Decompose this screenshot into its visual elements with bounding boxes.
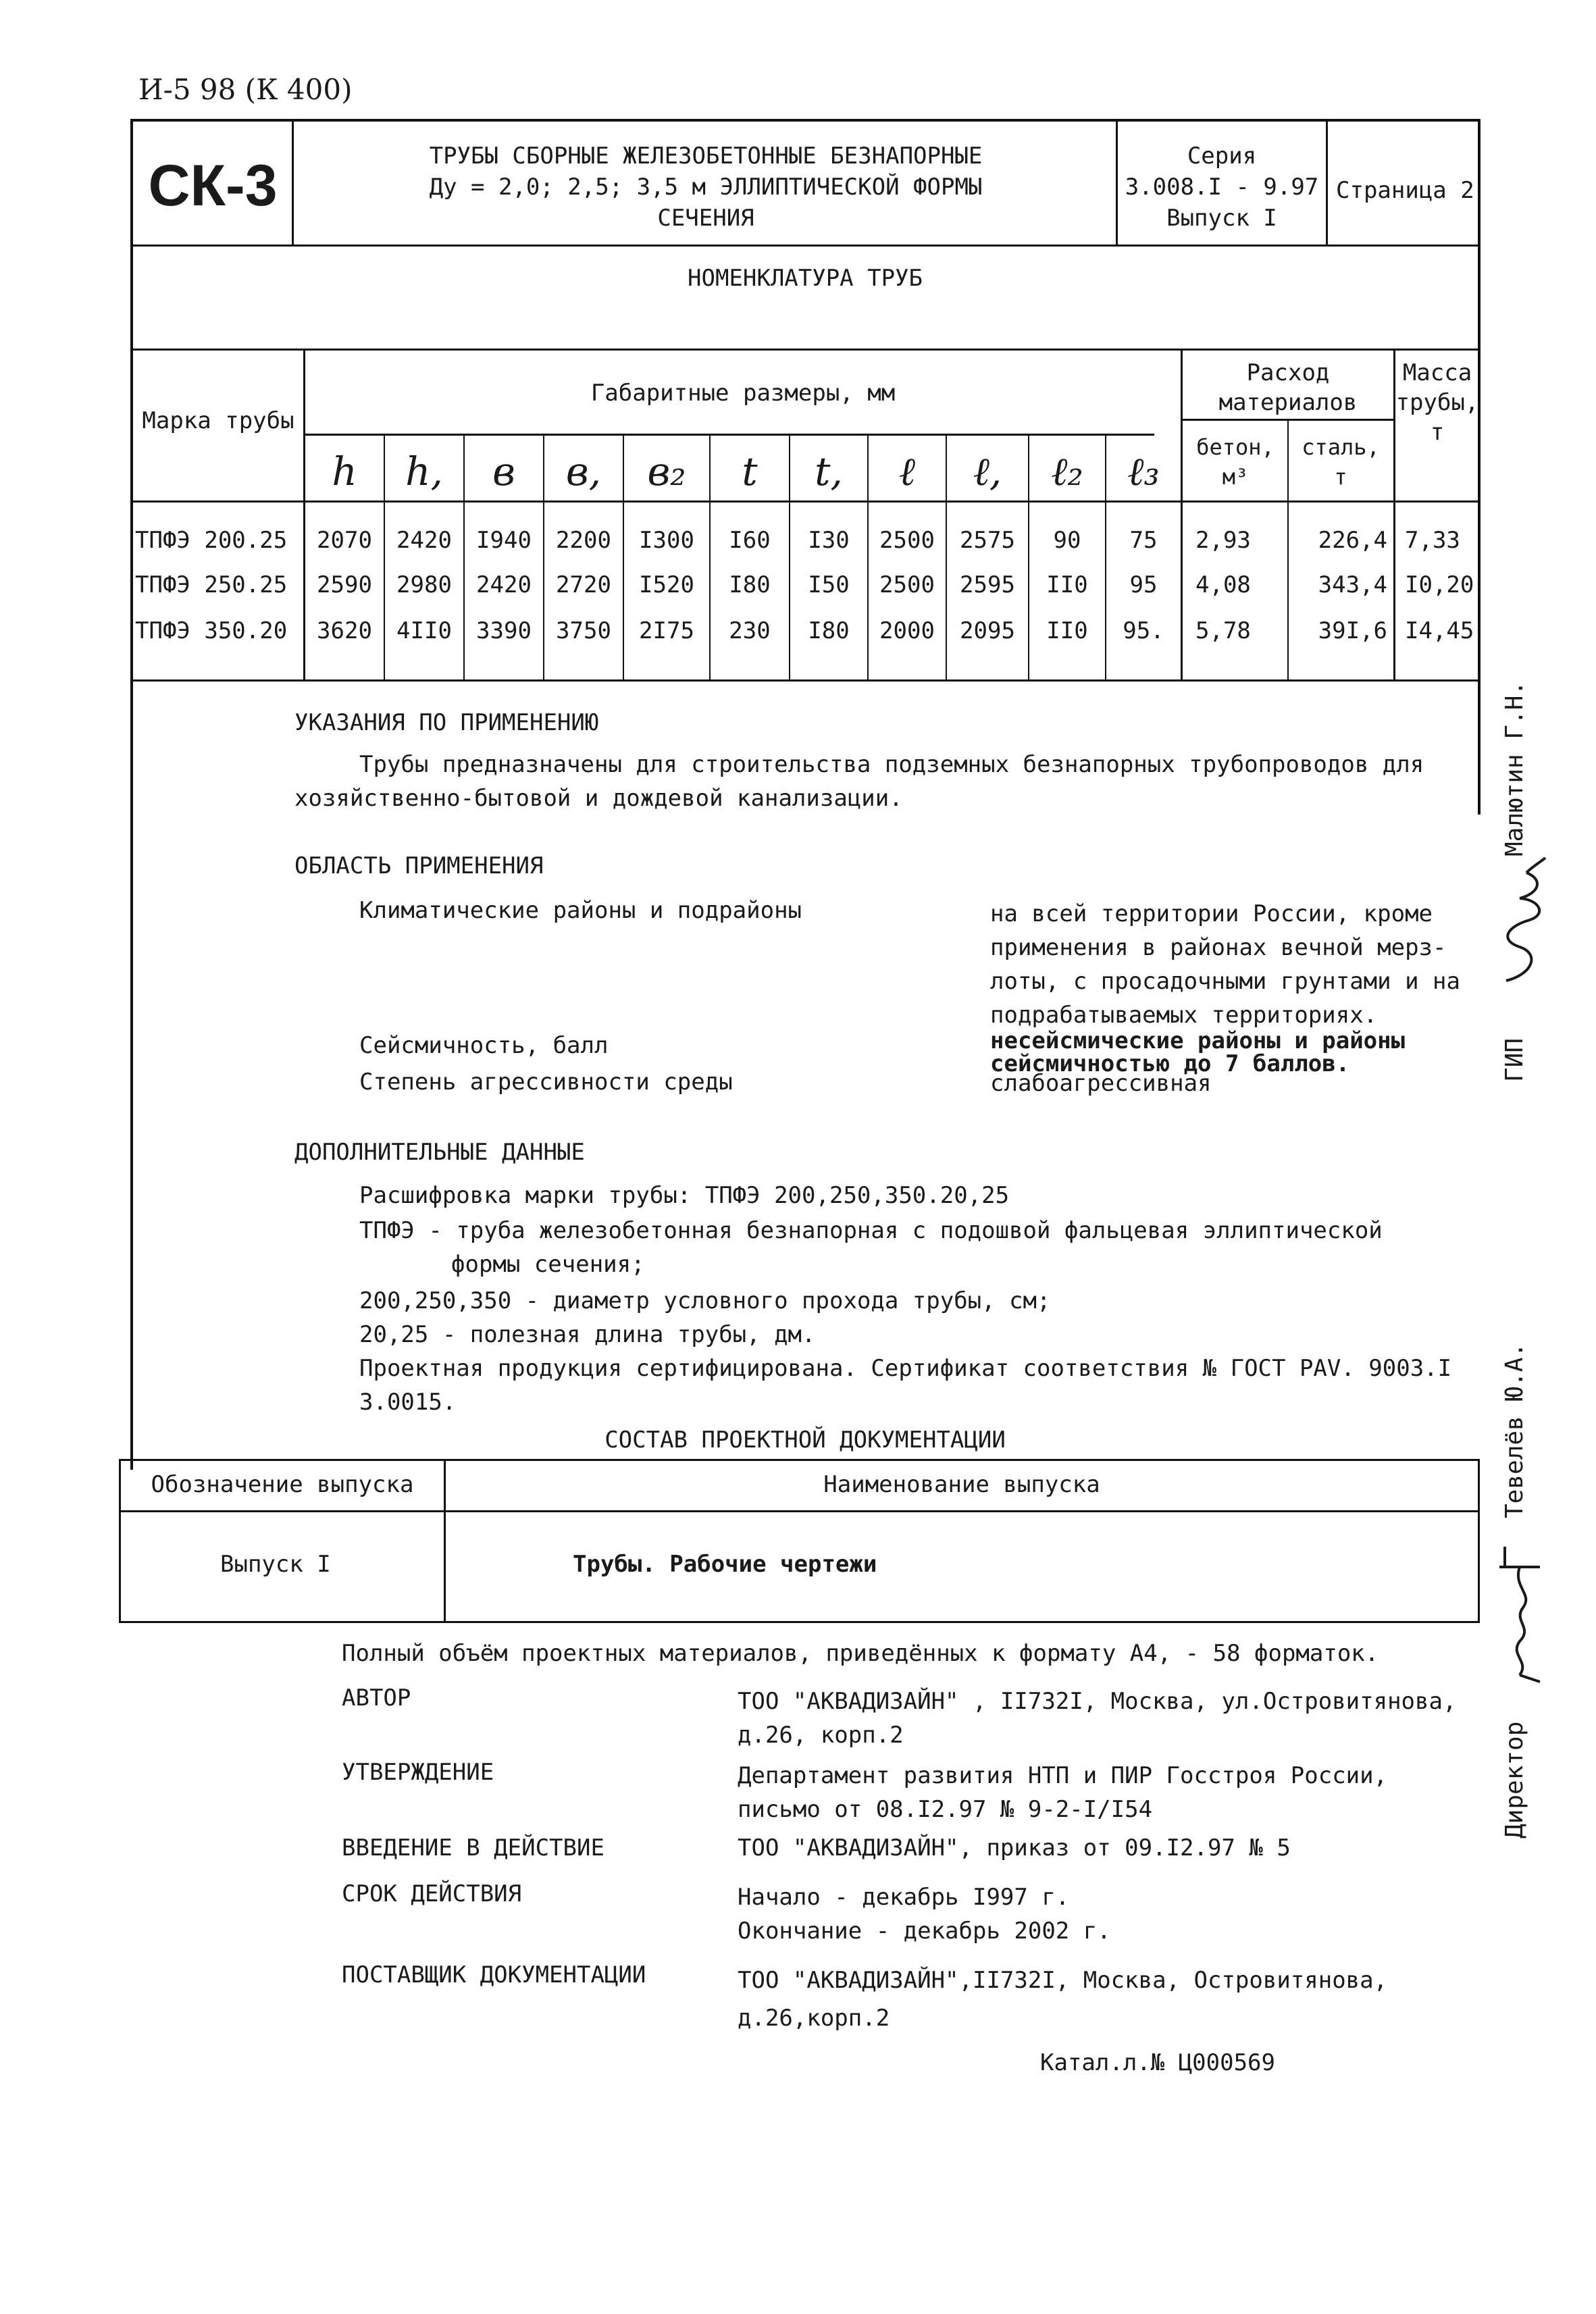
row-mark: ТПФЭ 250.25: [135, 571, 288, 598]
cell-l: 2500: [879, 527, 935, 554]
cell-l: 2500: [879, 571, 935, 598]
additional-line: 20,25 - полезная длина трубы, дм.: [359, 1321, 816, 1348]
supplier-label: ПОСТАВЩИК ДОКУМЕНТАЦИИ: [342, 1961, 646, 1988]
cell-steel: 343,4: [1318, 571, 1387, 598]
additional-heading: ДОПОЛНИТЕЛЬНЫЕ ДАННЫЕ: [294, 1139, 585, 1166]
cell-b1: 3750: [556, 617, 611, 644]
cell-t: I80: [729, 571, 771, 598]
cell-h: 2070: [317, 527, 372, 554]
dim-symbol-h1: h,: [405, 448, 443, 494]
volume-text: Полный объём проектных материалов, приведённых к формату А4, - 58 форматок.: [342, 1640, 1379, 1667]
row-mark: ТПФЭ 200.25: [135, 527, 288, 554]
term-label: СРОК ДЕЙСТВИЯ: [342, 1880, 522, 1907]
additional-line: Расшифровка марки трубы: ТПФЭ 200,250,350.20,25: [359, 1182, 1010, 1209]
aggressiveness-label: Степень агрессивности среды: [359, 1069, 733, 1096]
row-mark: ТПФЭ 350.20: [135, 617, 288, 644]
approval-label: УТВЕРЖДЕНИЕ: [342, 1759, 494, 1786]
cell-l3: 75: [1129, 527, 1158, 554]
cell-steel: 39I,6: [1318, 617, 1387, 644]
additional-line: 200,250,350 - диаметр условного прохода трубы, см;: [359, 1287, 1051, 1314]
seismic-label: Сейсмичность, балл: [359, 1032, 609, 1059]
cell-b: 2420: [476, 571, 532, 598]
dim-symbol-l1: ℓ,: [973, 448, 1002, 494]
catalog-number: Катал.л.№ Ц000569: [1040, 2049, 1275, 2076]
composition-heading: СОСТАВ ПРОЕКТНОЙ ДОКУМЕНТАЦИИ: [604, 1426, 1006, 1454]
dim-symbol-t1: t,: [815, 448, 843, 494]
usage-text-2: хозяйственно-бытовой и дождевой канализации.: [294, 785, 903, 812]
scope-heading: ОБЛАСТЬ ПРИМЕНЕНИЯ: [294, 852, 544, 879]
col-header-mass: Масса трубы, т: [1395, 359, 1479, 446]
cell-b2: I520: [639, 571, 694, 598]
cell-l3: 95.: [1123, 617, 1164, 644]
col-header-concrete: бетон, м³: [1196, 434, 1275, 490]
title-line-3: СЕЧЕНИЯ: [657, 205, 754, 232]
additional-line: 3.0015.: [359, 1389, 457, 1416]
cell-t1: I50: [808, 571, 850, 598]
climate-label: Климатические районы и подрайоны: [359, 897, 802, 924]
cell-l1: 2595: [960, 571, 1015, 598]
cell-b: 3390: [476, 617, 532, 644]
usage-text-1: Трубы предназначены для строительства подземных безнапорных трубопроводов для: [359, 751, 1424, 778]
cell-h1: 2420: [396, 527, 452, 554]
col-header-designation: Обозначение выпуска: [151, 1471, 414, 1498]
intro-label: ВВЕДЕНИЕ В ДЕЙСТВИЕ: [342, 1834, 604, 1861]
dim-symbol-b1: в,: [565, 448, 602, 494]
cell-l1: 2575: [960, 527, 1015, 554]
cell-t1: I30: [808, 527, 850, 554]
signature-2: [1493, 1540, 1553, 1689]
cell-h: 3620: [317, 617, 372, 644]
author-value: [738, 1685, 1456, 1752]
cell-t1: I80: [808, 617, 850, 644]
cell-steel: 226,4: [1318, 527, 1387, 554]
series-info: [1118, 140, 1325, 234]
cell-h: 2590: [317, 571, 372, 598]
cell-mass: I4,45: [1405, 617, 1474, 644]
cell-t: I60: [729, 527, 771, 554]
approval-value-line: письмо от 08.I2.97 № 9-2-I/I54: [738, 1796, 1153, 1823]
aggressiveness-value: слабоагрессивная: [990, 1070, 1212, 1097]
dim-symbol-t: t: [742, 448, 758, 494]
author-value-line: д.26, корп.2: [738, 1722, 904, 1749]
issue-label: Выпуск I: [1166, 205, 1277, 232]
intro-value: ТОО "АКВАДИЗАЙН", приказ от 09.I2.97 № 5: [738, 1834, 1291, 1861]
seismic-value: [990, 1029, 1405, 1075]
term-value-line: Окончание - декабрь 2002 г.: [738, 1918, 1111, 1945]
supplier-value: [738, 1961, 1387, 2037]
cell-l2: II0: [1046, 617, 1088, 644]
issue-name: Трубы. Рабочие чертежи: [573, 1551, 877, 1578]
dim-symbol-b: в: [492, 448, 515, 494]
stamp-name-1: Малютин Г.Н.: [1501, 680, 1528, 856]
approval-value-line: Департамент развития НТП и ПИР Госстроя России,: [738, 1762, 1388, 1789]
approval-value: [738, 1759, 1387, 1826]
additional-line: Проектная продукция сертифицирована. Сертификат соответствия № ГОСТ PAV. 9003.I: [359, 1355, 1452, 1382]
stamp-role-1: ГИП: [1501, 1037, 1528, 1082]
title-line-2: Ду = 2,0; 2,5; 3,5 м ЭЛЛИПТИЧЕСКОЙ ФОРМЫ: [429, 174, 983, 201]
author-label: АВТОР: [342, 1685, 411, 1712]
term-value: [738, 1880, 1111, 1948]
cell-l2: 90: [1053, 527, 1081, 554]
document-title: [297, 140, 1114, 234]
cell-b2: 2I75: [639, 617, 694, 644]
seismic-value-line: несейсмические районы и районы: [990, 1027, 1406, 1054]
climate-value-line: подрабатываемых территориях.: [990, 1002, 1378, 1029]
stamp-role-2: Директор: [1501, 1721, 1528, 1839]
page-number: Страница 2: [1336, 177, 1474, 204]
additional-line: ТПФЭ - труба железобетонная безнапорная с подошвой фальцевая эллиптической: [359, 1217, 1383, 1244]
cell-l1: 2095: [960, 617, 1015, 644]
cell-b1: 2720: [556, 571, 611, 598]
col-header-mark: Марка трубы: [142, 407, 294, 434]
usage-heading: УКАЗАНИЯ ПО ПРИМЕНЕНИЮ: [294, 709, 599, 736]
cell-concrete: 4,08: [1195, 571, 1251, 598]
series-label: Серия: [1187, 143, 1257, 170]
additional-line: формы сечения;: [451, 1251, 645, 1278]
dim-symbol-l: ℓ: [898, 448, 916, 494]
title-line-1: ТРУБЫ СБОРНЫЕ ЖЕЛЕЗОБЕТОННЫЕ БЕЗНАПОРНЫЕ: [429, 143, 983, 170]
dim-symbol-b2: в₂: [647, 448, 686, 494]
cell-concrete: 5,78: [1195, 617, 1251, 644]
cell-h1: 2980: [396, 571, 452, 598]
dim-symbol-h: h: [332, 448, 357, 494]
col-header-steel: сталь, т: [1302, 434, 1380, 490]
col-header-dimensions: Габаритные размеры, мм: [590, 380, 896, 407]
climate-value-line: на всей территории России, кроме: [990, 900, 1433, 927]
climate-value: [990, 897, 1460, 1032]
author-value-line: ТОО "АКВАДИЗАЙН" , II732I, Москва, ул.Островитянова,: [738, 1688, 1457, 1715]
series-value: 3.008.I - 9.97: [1125, 174, 1319, 201]
cell-b1: 2200: [556, 527, 611, 554]
col-header-name: Наименование выпуска: [823, 1471, 1100, 1498]
issue-designation: Выпуск I: [220, 1551, 331, 1578]
cell-l3: 95: [1129, 571, 1158, 598]
dim-symbol-l3: ℓ₃: [1127, 448, 1160, 494]
dim-symbol-l2: ℓ₂: [1051, 448, 1083, 494]
cell-l2: II0: [1046, 571, 1088, 598]
series-code: СК-3: [148, 153, 278, 218]
supplier-value-line: д.26,корп.2: [738, 2005, 890, 2032]
cell-h1: 4II0: [396, 617, 452, 644]
cell-mass: I0,20: [1405, 571, 1474, 598]
signature-1: [1493, 852, 1553, 987]
top-reference: И-5 98 (К 400): [138, 73, 353, 106]
cell-l: 2000: [879, 617, 935, 644]
cell-b2: I300: [639, 527, 694, 554]
supplier-value-line: ТОО "АКВАДИЗАЙН",II732I, Москва, Островитянова,: [738, 1967, 1388, 1994]
seismic-value-line: сейсмичностью до 7 баллов.: [990, 1050, 1350, 1077]
climate-value-line: лоты, с просадочными грунтами и на: [990, 968, 1460, 995]
nomenclature-title: НОМЕНКЛАТУРА ТРУБ: [688, 265, 923, 292]
stamp-name-2: Тевелёв Ю.А.: [1501, 1342, 1528, 1518]
climate-value-line: применения в районах вечной мерз-: [990, 934, 1447, 961]
cell-b: I940: [476, 527, 532, 554]
term-value-line: Начало - декабрь I997 г.: [738, 1884, 1070, 1911]
col-header-consumption: Расход материалов: [1218, 359, 1358, 416]
cell-concrete: 2,93: [1195, 527, 1251, 554]
cell-t: 230: [729, 617, 771, 644]
cell-mass: 7,33: [1405, 527, 1460, 554]
